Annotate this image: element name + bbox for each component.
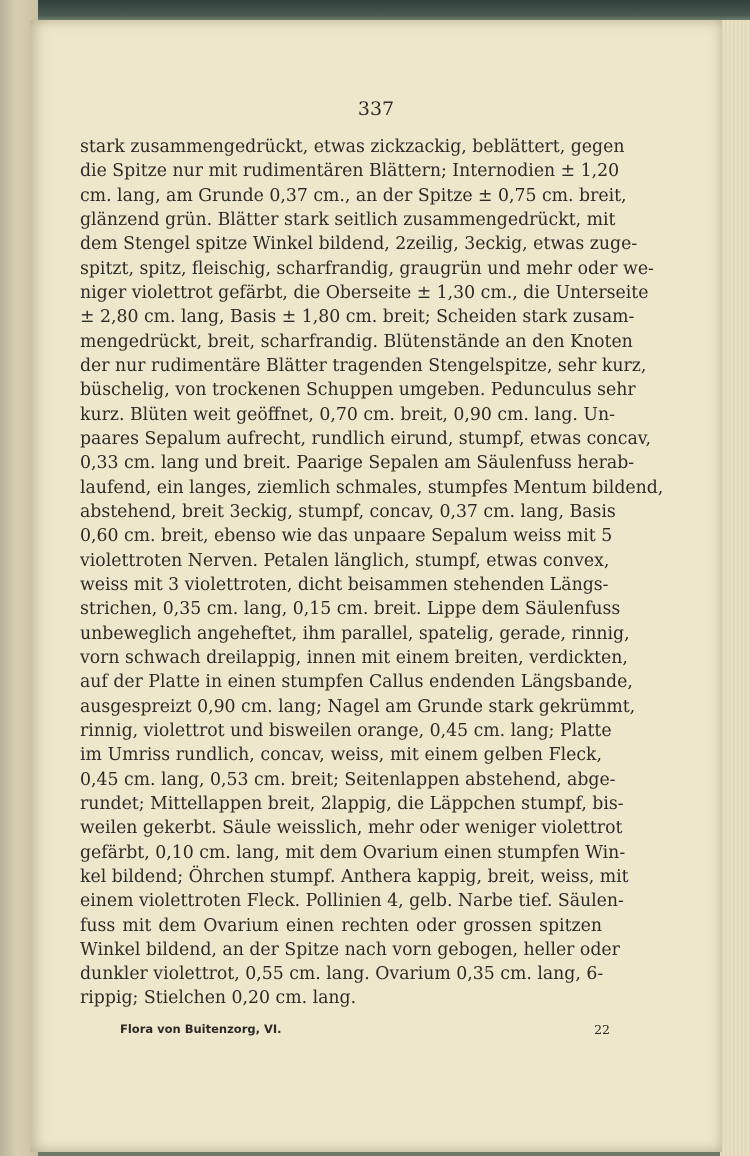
- text-line: im Umriss rundlich, concav, weiss, mit einem gelben Fleck,: [80, 745, 602, 766]
- page-number: 337: [357, 98, 395, 120]
- text-line: dunkler violettrot, 0,55 cm. lang. Ovarium 0,35 cm. lang, 6-: [80, 964, 604, 985]
- text-line: ausgespreizt 0,90 cm. lang; Nagel am Grunde stark gekrümmt,: [80, 696, 636, 717]
- text-line: abstehend, breit 3eckig, stumpf, concav, 0,37 cm. lang, Basis: [80, 501, 616, 522]
- text-line: Winkel bildend, an der Spitze nach vorn gebogen, heller oder: [80, 939, 620, 960]
- text-line: weiss mit 3 violettroten, dicht beisammen stehenden Längs-: [80, 574, 609, 595]
- signature-mark: 22: [594, 1022, 610, 1037]
- text-line: cm. lang, am Grunde 0,37 cm., an der Spitze ± 0,75 cm. breit,: [80, 185, 627, 206]
- text-line: 0,33 cm. lang und breit. Paarige Sepalen am Säulenfuss herab-: [80, 453, 635, 474]
- text-line: dem Stengel spitze Winkel bildend, 2zeilig, 3eckig, etwas zuge-: [80, 234, 638, 255]
- text-line: gefärbt, 0,10 cm. lang, mit dem Ovarium einen stumpfen Win-: [80, 842, 626, 863]
- page-footer: [120, 1022, 610, 1037]
- text-line: weilen gekerbt. Säule weisslich, mehr oder weniger violettrot: [80, 818, 623, 839]
- text-line: unbeweglich angeheftet, ihm parallel, spatelig, gerade, rinnig,: [80, 623, 630, 644]
- text-line: rinnig, violettrot und bisweilen orange, 0,45 cm. lang; Platte: [80, 720, 612, 741]
- text-line: mengedrückt, breit, scharfrandig. Blütenstände an den Knoten: [80, 331, 633, 352]
- text-line: niger violettrot gefärbt, die Oberseite ± 1,30 cm., die Unterseite: [80, 282, 649, 303]
- text-line: kurz. Blüten weit geöffnet, 0,70 cm. breit, 0,90 cm. lang. Un-: [80, 404, 615, 425]
- text-line: strichen, 0,35 cm. lang, 0,15 cm. breit. Lippe dem Säulenfuss: [80, 599, 621, 620]
- text-line: die Spitze nur mit rudimentären Blättern; Internodien ± 1,20: [80, 161, 620, 182]
- text-line: auf der Platte in einen stumpfen Callus endenden Längsbande,: [80, 672, 633, 693]
- text-line: spitzt, spitz, fleischig, scharfrandig, graugrün und mehr oder we-: [80, 258, 654, 279]
- text-line: ± 2,80 cm. lang, Basis ± 1,80 cm. breit; Scheiden stark zusam-: [80, 307, 635, 328]
- text-line: 0,45 cm. lang, 0,53 cm. breit; Seitenlappen abstehend, abge-: [80, 769, 616, 790]
- text-line: fuss mit dem Ovarium einen rechten oder grossen spitzen: [80, 915, 602, 936]
- book-page: [30, 20, 722, 1152]
- footer-source: Flora von Buitenzorg, VI.: [120, 1022, 282, 1036]
- text-line: rippig; Stielchen 0,20 cm. lang.: [80, 988, 357, 1009]
- text-line: laufend, ein langes, ziemlich schmales, stumpfes Mentum bildend,: [80, 477, 664, 498]
- text-line: vorn schwach dreilappig, innen mit einem breiten, verdickten,: [80, 647, 628, 668]
- text-line: büschelig, von trockenen Schuppen umgeben. Pedunculus sehr: [80, 380, 636, 401]
- text-line: der nur rudimentäre Blätter tragenden Stengelspitze, sehr kurz,: [80, 355, 647, 376]
- text-line: stark zusammengedrückt, etwas zickzackig, beblättert, gegen: [80, 137, 625, 157]
- text-line: violettroten Nerven. Petalen länglich, stumpf, etwas convex,: [80, 550, 610, 571]
- text-line: rundet; Mittellappen breit, 2lappig, die Läppchen stumpf, bis-: [80, 793, 624, 814]
- book-binding-top: [0, 0, 750, 22]
- text-line: einem violettroten Fleck. Pollinien 4, gelb. Narbe tief. Säulen-: [80, 891, 624, 912]
- text-line: glänzend grün. Blätter stark seitlich zusammengedrückt, mit: [80, 209, 616, 230]
- body-text: [80, 135, 664, 1011]
- text-line: 0,60 cm. breit, ebenso wie das unpaare Sepalum weiss mit 5: [80, 526, 613, 547]
- text-line: kel bildend; Öhrchen stumpf. Anthera kappig, breit, weiss, mit: [80, 866, 629, 887]
- page-edges: [720, 20, 750, 1156]
- text-line: paares Sepalum aufrecht, rundlich eirund, stumpf, etwas concav,: [80, 428, 651, 449]
